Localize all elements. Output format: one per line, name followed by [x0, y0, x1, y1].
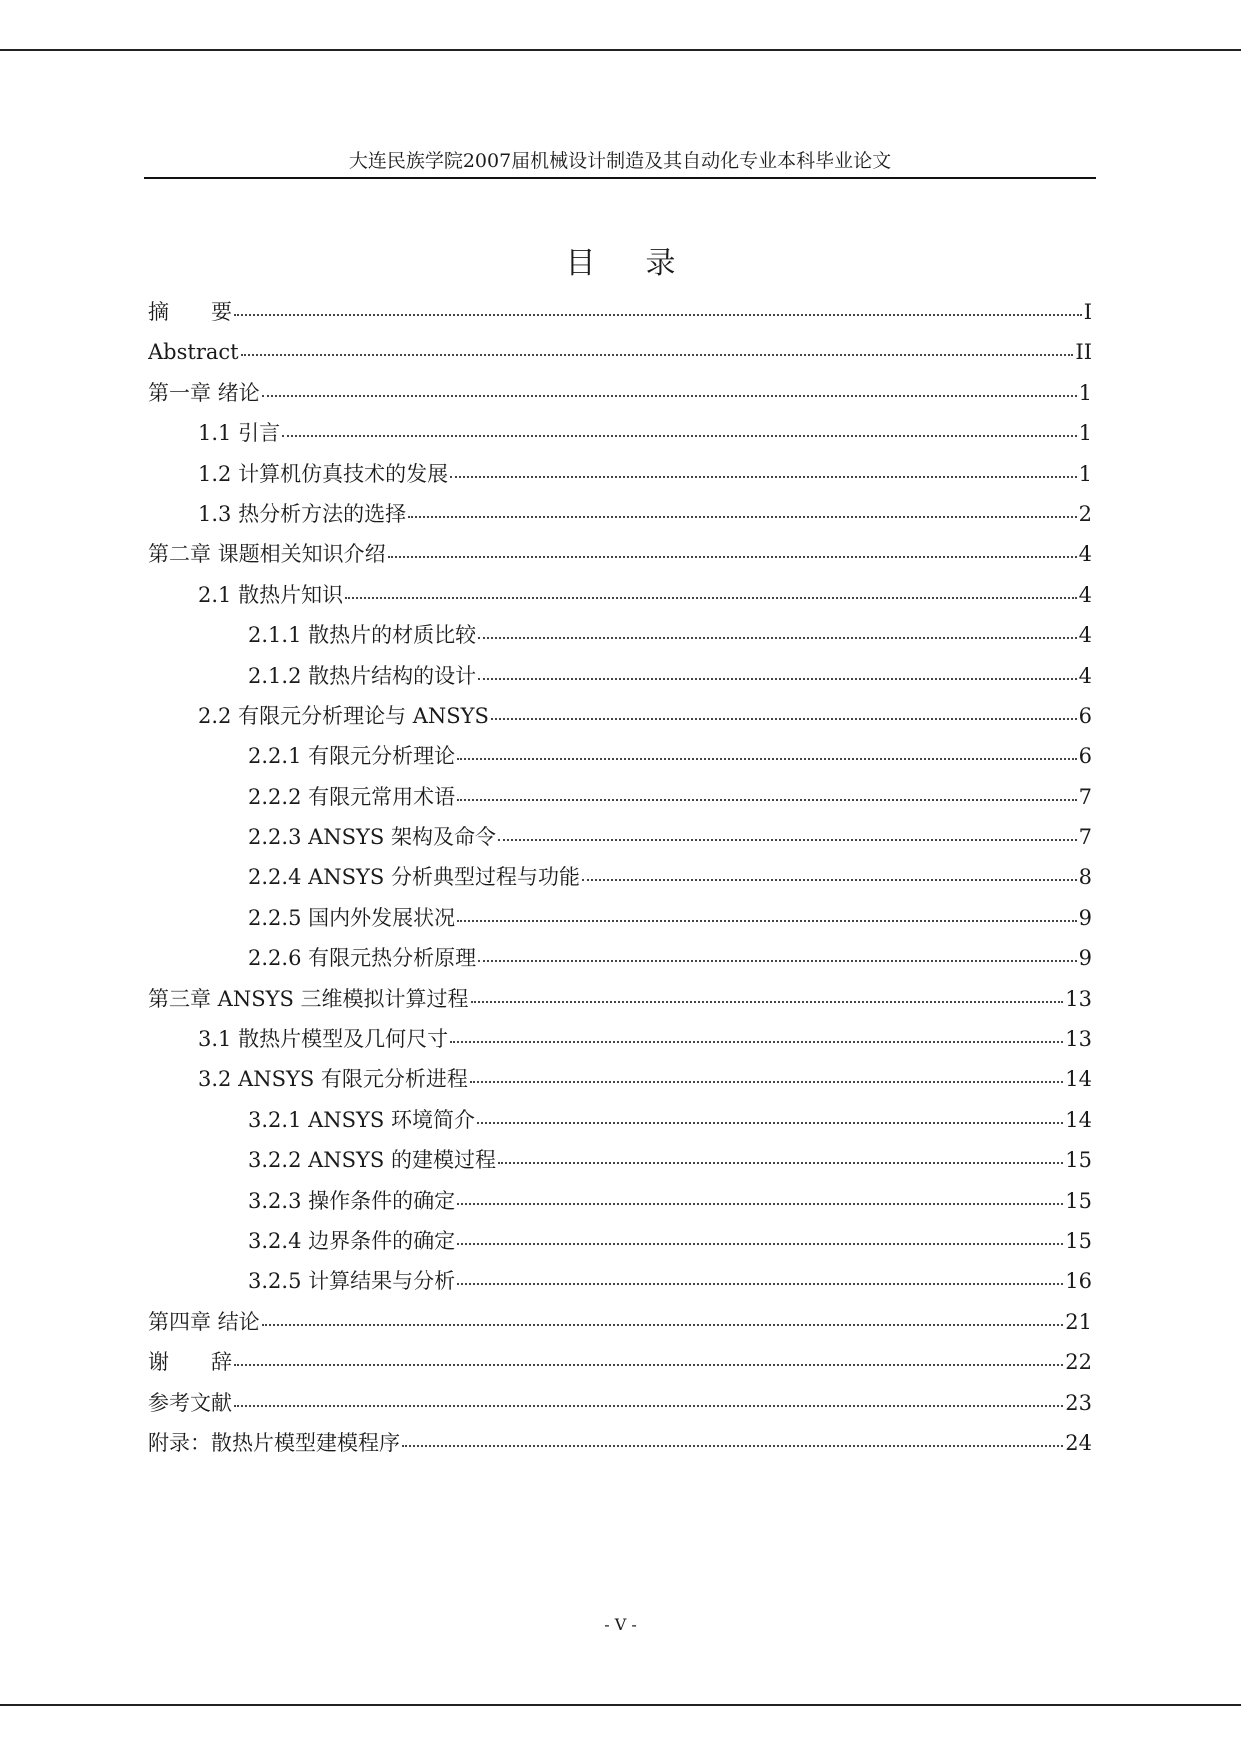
- toc-dot-leader: [241, 354, 1074, 356]
- toc-entry[interactable]: [148, 373, 1092, 413]
- toc-entry-page: II: [1075, 340, 1092, 365]
- page-top-rule: [0, 49, 1241, 51]
- toc-entry[interactable]: [148, 938, 1092, 978]
- toc-entry-label: 参考文献: [148, 1390, 232, 1415]
- toc-entry-page: 1: [1078, 421, 1092, 446]
- header-underline: [144, 177, 1096, 179]
- toc-entry-label: Abstract: [148, 340, 239, 365]
- toc-entry-page: 4: [1078, 542, 1092, 567]
- toc-dot-leader: [470, 1081, 1063, 1083]
- toc-entry[interactable]: [148, 1140, 1092, 1180]
- toc-entry-label: 2.1.1 散热片的材质比较: [248, 623, 477, 648]
- toc-dot-leader: [582, 879, 1077, 881]
- toc-entry-label: 2.2 有限元分析理论与 ANSYS: [198, 703, 489, 728]
- toc-dot-leader: [491, 718, 1077, 720]
- toc-entry-label: 第一章 绪论: [148, 380, 260, 405]
- toc-dot-leader: [408, 516, 1077, 518]
- toc-dot-leader: [234, 314, 1082, 316]
- toc-entry[interactable]: [148, 1059, 1092, 1099]
- toc-entry-label: 2.2.4 ANSYS 分析典型过程与功能: [248, 865, 580, 890]
- toc-entry[interactable]: [148, 494, 1092, 534]
- toc-entry[interactable]: [148, 777, 1092, 817]
- page-number: - V -: [604, 1615, 637, 1634]
- toc-dot-leader: [262, 395, 1077, 397]
- toc-entry-page: 15: [1065, 1228, 1092, 1253]
- toc-entry-page: 7: [1078, 784, 1092, 809]
- toc-entry-label: 3.2 ANSYS 有限元分析进程: [198, 1067, 468, 1092]
- toc-entry-label: 摘 要: [148, 300, 232, 324]
- toc-entry-page: 15: [1065, 1148, 1092, 1173]
- toc-entry-label: 1.1 引言: [198, 421, 281, 446]
- toc-entry[interactable]: [148, 1100, 1092, 1140]
- toc-dot-leader: [234, 1405, 1063, 1407]
- toc-entry[interactable]: [148, 817, 1092, 857]
- toc-entry[interactable]: [148, 857, 1092, 897]
- toc-entry-label: 谢 辞: [148, 1350, 232, 1375]
- toc-entry-label: 2.1.2 散热片结构的设计: [248, 663, 477, 688]
- toc-entry-label: 2.2.2 有限元常用术语: [248, 784, 456, 809]
- toc-entry-page: 2: [1078, 501, 1092, 526]
- toc-entry-label: 第四章 结论: [148, 1309, 260, 1334]
- toc-entry-page: 23: [1065, 1390, 1092, 1415]
- toc-dot-leader: [457, 1283, 1063, 1285]
- toc-entry-label: 2.2.1 有限元分析理论: [248, 744, 456, 769]
- toc-entry[interactable]: [148, 1302, 1092, 1342]
- toc-dot-leader: [471, 1001, 1064, 1003]
- toc-entry[interactable]: [148, 1423, 1092, 1463]
- toc-entry-label: 第二章 课题相关知识介绍: [148, 542, 386, 567]
- toc-entry[interactable]: [148, 575, 1092, 615]
- toc-entry-page: 22: [1065, 1350, 1092, 1375]
- toc-dot-leader: [457, 799, 1077, 801]
- toc-entry-page: 15: [1065, 1188, 1092, 1213]
- toc-entry[interactable]: [148, 1181, 1092, 1221]
- toc-entry-page: 4: [1078, 582, 1092, 607]
- toc-dot-leader: [262, 1324, 1064, 1326]
- toc-entry[interactable]: [148, 454, 1092, 494]
- toc-entry[interactable]: [148, 656, 1092, 696]
- toc-entry-label: 第三章 ANSYS 三维模拟计算过程: [148, 986, 469, 1011]
- toc-entry-label: 3.2.4 边界条件的确定: [248, 1228, 456, 1253]
- toc-dot-leader: [478, 637, 1077, 639]
- toc-entry[interactable]: [148, 1383, 1092, 1423]
- toc-dot-leader: [388, 556, 1077, 558]
- toc-entry[interactable]: [148, 1019, 1092, 1059]
- toc-entry-label: 3.2.5 计算结果与分析: [248, 1269, 456, 1294]
- toc-dot-leader: [457, 920, 1077, 922]
- toc-entry-page: 13: [1065, 1027, 1092, 1052]
- toc-entry-page: 16: [1065, 1269, 1092, 1294]
- toc-entry-label: 1.2 计算机仿真技术的发展: [198, 461, 449, 486]
- toc-dot-leader: [457, 758, 1077, 760]
- toc-entry-label: 3.1 散热片模型及几何尺寸: [198, 1027, 449, 1052]
- toc-dot-leader: [477, 1122, 1063, 1124]
- toc-dot-leader: [457, 1243, 1063, 1245]
- toc-entry[interactable]: [148, 736, 1092, 776]
- toc-entry-label: 3.2.2 ANSYS 的建模过程: [248, 1148, 496, 1173]
- toc-entry-page: 24: [1065, 1430, 1092, 1455]
- toc-entry[interactable]: [148, 1342, 1092, 1382]
- toc-entry[interactable]: [148, 1221, 1092, 1261]
- toc-entry-label: 附录：散热片模型建模程序: [148, 1430, 400, 1455]
- toc-entry[interactable]: [148, 615, 1092, 655]
- toc-entry-page: 9: [1078, 905, 1092, 930]
- toc-entry-page: 9: [1078, 946, 1092, 971]
- toc-dot-leader: [457, 1203, 1063, 1205]
- toc-entry[interactable]: [148, 979, 1092, 1019]
- toc-entry-page: 6: [1078, 703, 1092, 728]
- toc-dot-leader: [345, 597, 1077, 599]
- toc-entry-label: 2.2.3 ANSYS 架构及命令: [248, 825, 496, 850]
- toc-entry-page: 1: [1078, 380, 1092, 405]
- toc-entry-page: 4: [1078, 623, 1092, 648]
- toc-entry[interactable]: [148, 696, 1092, 736]
- toc-entry-page: I: [1083, 300, 1092, 324]
- toc-entry-label: 1.3 热分析方法的选择: [198, 501, 407, 526]
- toc-dot-leader: [498, 1162, 1063, 1164]
- toc-entry-page: 7: [1078, 825, 1092, 850]
- toc-dot-leader: [478, 960, 1077, 962]
- toc-entry-page: 14: [1065, 1067, 1092, 1092]
- toc-entry-label: 3.2.1 ANSYS 环境简介: [248, 1107, 475, 1132]
- toc-entry-page: 13: [1065, 986, 1092, 1011]
- toc-dot-leader: [402, 1445, 1063, 1447]
- toc-entry[interactable]: [148, 332, 1092, 372]
- toc-title: 目录: [565, 246, 726, 281]
- table-of-contents: [148, 292, 1092, 1463]
- toc-dot-leader: [498, 839, 1077, 841]
- toc-dot-leader: [450, 476, 1077, 478]
- toc-entry-label: 2.2.6 有限元热分析原理: [248, 946, 477, 971]
- toc-dot-leader: [478, 678, 1077, 680]
- toc-entry-page: 6: [1078, 744, 1092, 769]
- toc-entry-page: 1: [1078, 461, 1092, 486]
- toc-entry[interactable]: [148, 292, 1092, 332]
- toc-entry[interactable]: [148, 413, 1092, 453]
- toc-entry[interactable]: [148, 534, 1092, 574]
- toc-dot-leader: [282, 435, 1077, 437]
- toc-entry[interactable]: [148, 1261, 1092, 1301]
- toc-entry-page: 14: [1065, 1107, 1092, 1132]
- toc-entry-label: 3.2.3 操作条件的确定: [248, 1188, 456, 1213]
- toc-dot-leader: [234, 1364, 1063, 1366]
- toc-entry-page: 21: [1065, 1309, 1092, 1334]
- toc-entry-page: 4: [1078, 663, 1092, 688]
- toc-entry-label: 2.2.5 国内外发展状况: [248, 905, 456, 930]
- toc-dot-leader: [450, 1041, 1063, 1043]
- running-header: 大连民族学院2007届机械设计制造及其自动化专业本科毕业论文: [348, 150, 892, 172]
- toc-entry[interactable]: [148, 898, 1092, 938]
- toc-entry-label: 2.1 散热片知识: [198, 582, 344, 607]
- toc-entry-page: 8: [1078, 865, 1092, 890]
- page-bottom-rule: [0, 1704, 1241, 1706]
